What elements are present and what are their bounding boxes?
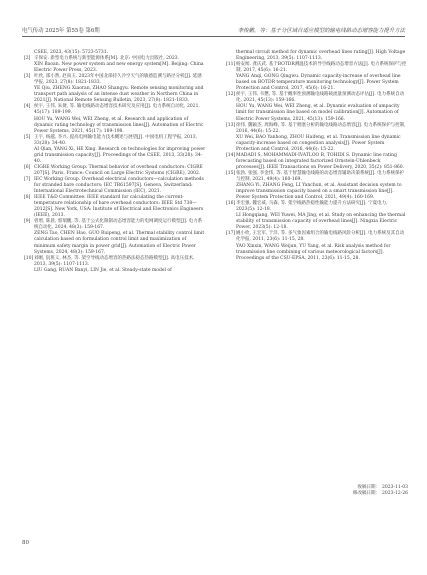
received-date: 2023-11-03	[382, 485, 408, 490]
reference-text: CIGRE Working Group. Thermal behavior of overhead conductors: CIGRE 207[S]. Paris, France: Council on Large Electric Systems (CIGRE), 2002.	[34, 164, 203, 176]
reference-number: [14]	[226, 152, 236, 158]
reference-text: 王宇, 杨越, 李兴. 提高电网输电能力技术概述与展望[J]. 中国电机工程学报, 2013, 33(28): 34-40.	[34, 134, 197, 146]
reference-number: [8]	[24, 195, 31, 201]
reference-text: 叶欣, 邵小然, 赵尚玉. 2023年中国北部持久冷空天气的敏感监测与路径分析[J]. 延感学报, 2023, 27(8): 1821-1833.	[34, 74, 202, 86]
reference-entry	[24, 231, 206, 255]
reference-number: [10]	[24, 255, 34, 261]
reference-entry	[24, 74, 206, 86]
reference-text: IEC Working Group. Overhead electrical conductors—calculation methods for stranded bare conductors: IEC TR61597[S]. Geneva, Switzerland: International Electrotechnical Commission (IEC), 2021.	[34, 176, 204, 195]
reference-number: [15]	[226, 170, 236, 176]
reference-entry	[226, 104, 408, 122]
reference-entry	[226, 183, 408, 201]
reference-text: CSEE, 2023, 43(15): 5723-5731.	[34, 50, 109, 55]
reference-entry	[226, 62, 408, 74]
reference-text: ZHANG Yi, ZHANG Feng, LI Yanchun, et al. Assistant decision system to improve transmission capacity based on a smart transmission line[J]. Power System Protection and Control, 2021, 49(4): 160-169.	[236, 183, 402, 201]
reference-text: 侯宇, 王伟, 朱捷, 等. 输电线路动态增容技术研究及应用[J]. 电力系统自动化, 2021, 45(17): 189-199.	[34, 104, 200, 116]
reference-entry	[226, 153, 408, 171]
reference-text: HOU Yu, WANG Wei, WEI Zheng, et al. Research and application of dynamic rating technology of transmission lines[J]. Automation of Electric Power Systems, 2021, 45(17): 189-198.	[34, 116, 204, 134]
journal-info: 电气传动 2025年 第55卷 第6期	[22, 28, 100, 34]
reference-number: [16]	[226, 201, 236, 207]
reference-text: 杨安闻, 龚庆武. 基于BOTDR测温技术的导空线路动态增容方法[J]. 电力系统保护与控制, 2017, 45(6): 16-21.	[236, 62, 407, 74]
reference-number: [3]	[24, 74, 31, 80]
reference-entry	[226, 74, 408, 92]
reference-number: [4]	[24, 104, 31, 110]
reference-entry	[24, 135, 206, 147]
reference-number: [11]	[226, 62, 236, 68]
reference-entry	[226, 213, 408, 231]
reference-entry	[24, 147, 206, 165]
reference-text: XIN Baoan. New power system and new energy system[M]. Beijing: China Electric Power Press, 2023.	[34, 62, 204, 74]
references-left-column	[24, 50, 206, 274]
reference-entry	[226, 92, 408, 104]
reference-text: 刘刚, 阮班义, 林杰, 等. 架空导线动态增容的热路法稳态热路模型[J]. 高电压技术, 2013, 39(5): 1107-1113.	[34, 255, 195, 267]
reference-entry	[24, 195, 206, 219]
reference-entry	[24, 219, 206, 231]
reference-text: LIU Gang, RUAN Banyi, LIN Jie, et al. Steady-state model of	[34, 267, 172, 273]
reference-text: YANG Anqi, GONG Qingwu. Dynamic capacity-increase of overhead line based on BOTDR temperature monitoring technology[J]. Power System Protection and Control, 2017, 45(6): 16-21.	[236, 74, 401, 92]
reference-entry	[226, 231, 408, 243]
reference-text: 侯宇, 王伟, 韦懋, 等. 基于概率性预测输电线路载流量预测动态评估[J]. 电力系统自动化, 2021, 45(13): 159-166.	[236, 92, 405, 104]
revised-date-line	[226, 491, 408, 497]
revised-date: 2023-12-26	[382, 491, 408, 497]
reference-number: [2]	[24, 56, 31, 62]
reference-entry	[226, 123, 408, 135]
reference-text: HOU Yu, WANG Wei, WEI Zheng, et al. Dynamic evaluation of ampacity limit for transmission line based on model calibration[J]. Automation of Electric Power Systems, 2021, 45(13): 159-166.	[236, 104, 400, 122]
reference-entry	[24, 86, 206, 104]
reference-number: [6]	[24, 164, 31, 170]
reference-text: IEEE T&D Committee. IEEE standard for calculating the current-temperature relationship of bare overhead conductors: IEEE Std 738—2012[S]. New York, USA: Institute of Electrical and Electronics Engineers (IEEE), 2013.	[34, 195, 204, 219]
reference-number: [12]	[226, 92, 236, 98]
reference-text: 徐伟, 魏颖杰, 周海峰, 等. 基于拥塞分析的输电线路动态增容[J]. 电力系统保护与控制, 2016, 44(6): 15-22.	[236, 122, 406, 134]
reference-text: thermal circuit method for dynamic overhead lines rating[J]. High Voltage Engineering, 2013, 39(5): 1107-1113.	[236, 50, 406, 62]
reference-text: MADADI S, MOHAMMADI-IVATLOO B, TOHIDI S. Dynamic line rating forecasting based on integrated factorized Ornstein-Uhlenbeck processes[J]. IEEE Transactions on Power Delivery, 2020, 35(2): 851-860.	[236, 152, 405, 170]
reference-entry	[24, 165, 206, 177]
reference-entry	[24, 268, 206, 274]
reference-entry	[24, 256, 206, 268]
reference-entry	[226, 201, 408, 213]
reference-entry	[226, 50, 408, 62]
reference-entry	[226, 135, 408, 153]
manuscript-dates	[226, 485, 408, 497]
reference-entry	[24, 177, 206, 195]
revised-label: 修改稿日期：	[353, 491, 381, 497]
reference-number: [17]	[226, 231, 236, 237]
reference-text: LI Hongqiang, WEI Yuwei, MA Jing, et al. Study on enhancing the thermal stability of transmission capacity of overhead lines[J]. Ningxia Electric Power, 2023(5): 12-18.	[236, 213, 406, 231]
reference-text: 姚小欣, 王宏军, 于洋, 等. 多气象因素组合的输电线路风险分析[J]. 电力系统及其自动化学报, 2011, 23(6): 11-15, 28.	[236, 231, 405, 243]
reference-entry	[24, 62, 206, 74]
page-number: 80	[22, 540, 29, 546]
reference-text: 张勃, 张强, 李金伟, 等. 基于智慧输电线路的动态增容辅助决策系统[J]. 电力系统保护与控制, 2021, 49(4): 160-169.	[236, 170, 405, 182]
reference-entry	[24, 104, 206, 116]
reference-text: XU Wei, BAO Yanhong, ZHOU Haifeng, et al. Transmission line dynamic capacity-increase based on congestion analysis[J]. Power System Protection and Control, 2016, 44(6): 15-22.	[236, 134, 401, 152]
reference-text: 李宏强, 魏宏威, 马森, 等. 架空线路热稳性输能力提升方法研究[J]. 宁夏电力, 2023(5): 12-18.	[236, 201, 388, 213]
reference-entry	[226, 244, 408, 262]
references-right-column	[226, 50, 408, 262]
reference-number: [9]	[24, 219, 31, 225]
running-header	[22, 22, 405, 37]
article-title-short: 李俊鹏，等：基于分区域自适应模型的输电线路动态增容能力提升方法	[237, 28, 405, 34]
reference-entry	[226, 171, 408, 183]
reference-text: YAO Xinxin, WANG Weijun, YU Yang, et al. Risk analysis method for transmission line combining of various meteorological factors[J]. Proceedings of the CSU-EPSA, 2011, 23(6): 11-15, 28.	[236, 243, 391, 261]
reference-text: 辛保安. 新型电力系统与新型能源体系[M]. 北京: 中国电力出版社, 2023.	[34, 56, 180, 62]
reference-entry	[24, 117, 206, 135]
reference-number: [7]	[24, 176, 31, 182]
reference-text: ZENG Tao, CHEN Hao, GUO Ruipeng, et al. Thermal stability control limit calculation based on formulation control limit and maximization of minimum safety margin in power grid[J]. Automation of Electric Power Systems, 2024, 48(3): 159-167.	[34, 231, 205, 255]
reference-text: AI Qian, YANG Xi, HE Xing. Research on technologies for improving power grid transmission capacity[J]. Proceedings of the CSEE, 2013, 33(28): 34-40.	[34, 146, 206, 164]
received-label: 收稿日期：	[357, 485, 381, 490]
reference-text: YE Qiu, ZHENG Xiaoran, ZHAO Shangyu. Remote sensing monitoring and transport path analysis of an intense dust weather in Northern China in 2021[J]. National Remote Sensing Bulletin, 2023, 27(8): 1821-1833.	[34, 86, 204, 104]
reference-number: [13]	[226, 122, 236, 128]
reference-text: 曾增, 陈晨, 郭瑞鹏, 等. 基于公式化限制动态增容能力的电网调度运行模型[J]. 电力系统自动化, 2024, 48(3): 159-167.	[34, 219, 203, 231]
reference-number: [5]	[24, 134, 31, 140]
